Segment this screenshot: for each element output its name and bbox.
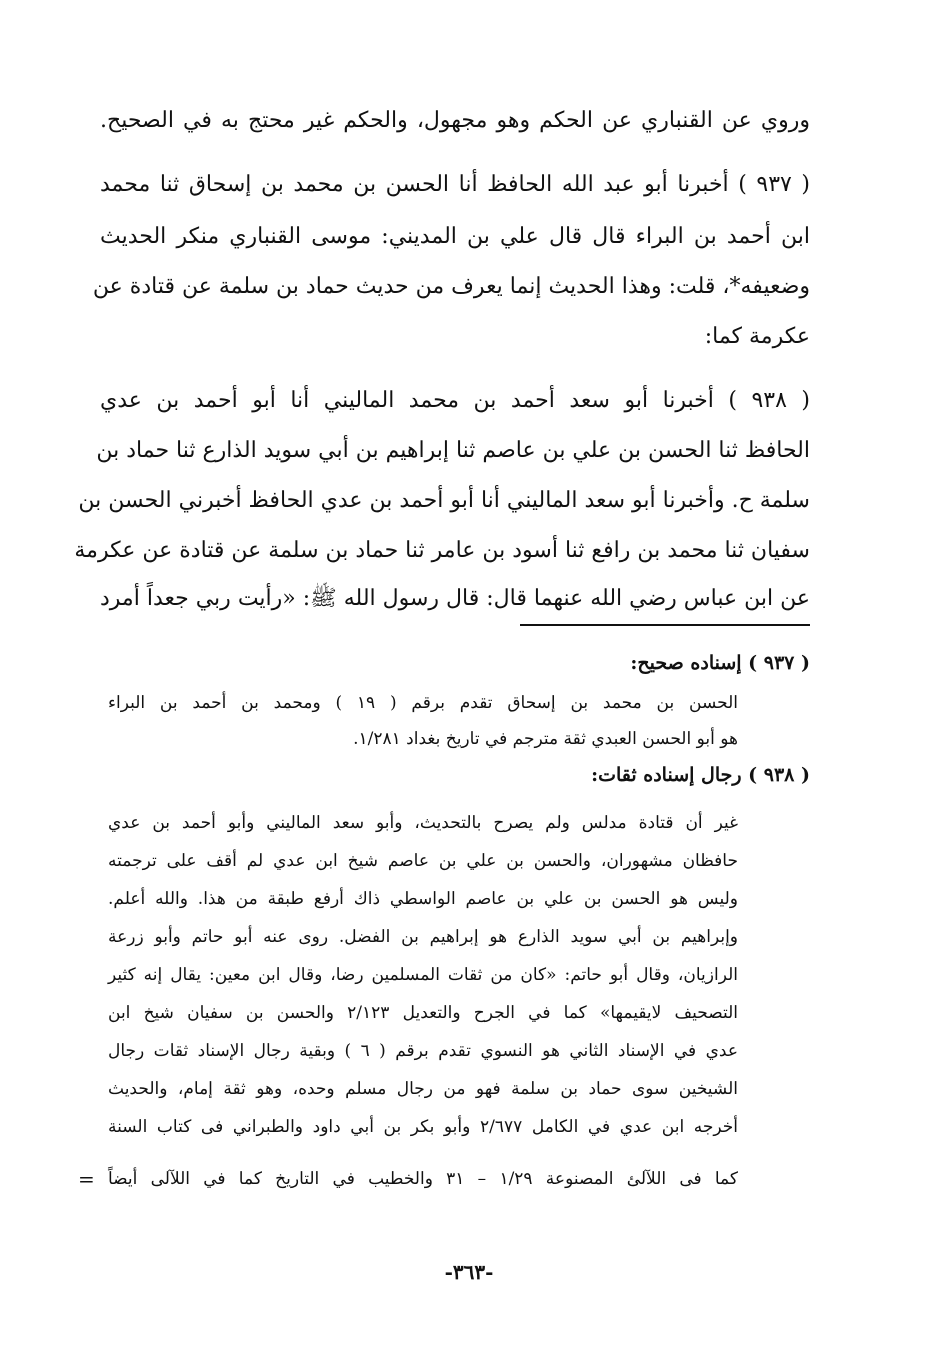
footnote-938-line-1: غير أن قتادة مدلس ولم يصرح بالتحديث، وأبو سعد الماليني وأبو أحمد بن عدي bbox=[108, 813, 738, 833]
footnote-937-line-1: الحسن بن محمد بن إسحاق تقدم برقم ( ١٩ ) ومحمد بن أحمد بن البراء bbox=[108, 693, 738, 713]
footnote-938-line-6: التصحيف لايقيمها» كما في الجرح والتعديل ٢/١٢٣ والحسن بن سفيان شيخ ابن bbox=[108, 1003, 739, 1023]
main-line-2: ( ٩٣٧ ) أخبرنا أبو عبد الله الحافظ أنا الحسن بن محمد بن إسحاق ثنا محمد bbox=[100, 172, 810, 197]
main-line-10: عن ابن عباس رضي الله عنهما قال: قال رسول الله ﷺ: «رأيت ربي جعداً أمرد bbox=[100, 586, 810, 611]
footnote-938-line-7: عدي في الإسناد الثاني هو النسوي تقدم برقم ( ٦ ) وبقية رجال الإسناد ثقات رجال bbox=[108, 1041, 738, 1061]
footnote-937-heading: ( ٩٣٧ ) إسناده صحيح: bbox=[630, 652, 810, 674]
main-line-9: سفيان ثنا محمد بن رافع ثنا أسود بن عامر ثنا حماد بن سلمة عن قتادة عن عكرمة bbox=[74, 538, 810, 563]
footnote-938-line-3: وليس هو الحسن بن علي بن عاصم الواسطي ذاك أرفع طبقة من هذا. والله أعلم. bbox=[108, 889, 738, 909]
footnote-938-line-5: الرازيان، وقال أبو حاتم: «كان من ثقات المسلمين رضا، وقال ابن معين: يقال إنه كثير bbox=[108, 965, 738, 985]
main-line-3: ابن أحمد بن البراء قال قال علي بن المديني: موسى القنباري منكر الحديث bbox=[100, 224, 810, 249]
footnote-937-line-2: هو أبو الحسن العبدي ثقة مترجم في تاريخ بغداد ١/٢٨١. bbox=[353, 729, 738, 749]
page-number: -٣٦٣- bbox=[444, 1260, 494, 1284]
footnote-separator bbox=[520, 624, 810, 626]
footnote-938-line-2: حافظان مشهوران، والحسن بن علي بن عاصم شيخ ابن عدي لم أقف على ترجمته bbox=[108, 851, 738, 871]
footnote-938-heading: ( ٩٣٨ ) رجال إسناده ثقات: bbox=[591, 764, 810, 786]
main-line-6: ( ٩٣٨ ) أخبرنا أبو سعد أحمد بن محمد الماليني أنا أبو أحمد بن عدي bbox=[100, 388, 810, 413]
main-line-8: سلمة ح. وأخبرنا أبو سعد الماليني أنا أبو أحمد بن عدي الحافظ أخبرني الحسن بن bbox=[78, 488, 810, 513]
footnote-938-line-4: وإبراهيم بن أبي سويد الذارع هو إبراهيم بن الفضل. روى عنه أبو حاتم وأبو زرعة bbox=[108, 927, 738, 947]
main-line-5: عكرمة كما: bbox=[704, 324, 810, 349]
footnote-938-line-10: كما فى اللآلئ المصنوعة ١/٢٩ – ٣١ والخطيب في التاريخ كما في اللآلى أيضاً bbox=[108, 1169, 738, 1189]
footnote-938-line-9: أخرجه ابن عدي في الكامل ٢/٦٧٧ وأبو بكر بن أبي داود والطبراني فى كتاب السنة bbox=[108, 1117, 739, 1137]
continuation-mark: = bbox=[78, 1167, 95, 1191]
footnote-938-line-8: الشيخين سوى حماد بن سلمة فهو من رجال مسلم وحده، وهو ثقة إمام، والحديث bbox=[108, 1079, 738, 1099]
main-line-7: الحافظ ثنا الحسن بن علي بن عاصم ثنا إبراهيم بن أبي سويد الذارع ثنا حماد بن bbox=[96, 438, 810, 463]
main-line-1: وروي عن القنباري عن الحكم وهو مجهول، والحكم غير محتج به في الصحيح. bbox=[100, 108, 810, 133]
main-line-4: وضعيفه*، قلت: وهذا الحديث إنما يعرف من حديث حماد بن سلمة عن قتادة عن bbox=[92, 274, 810, 299]
